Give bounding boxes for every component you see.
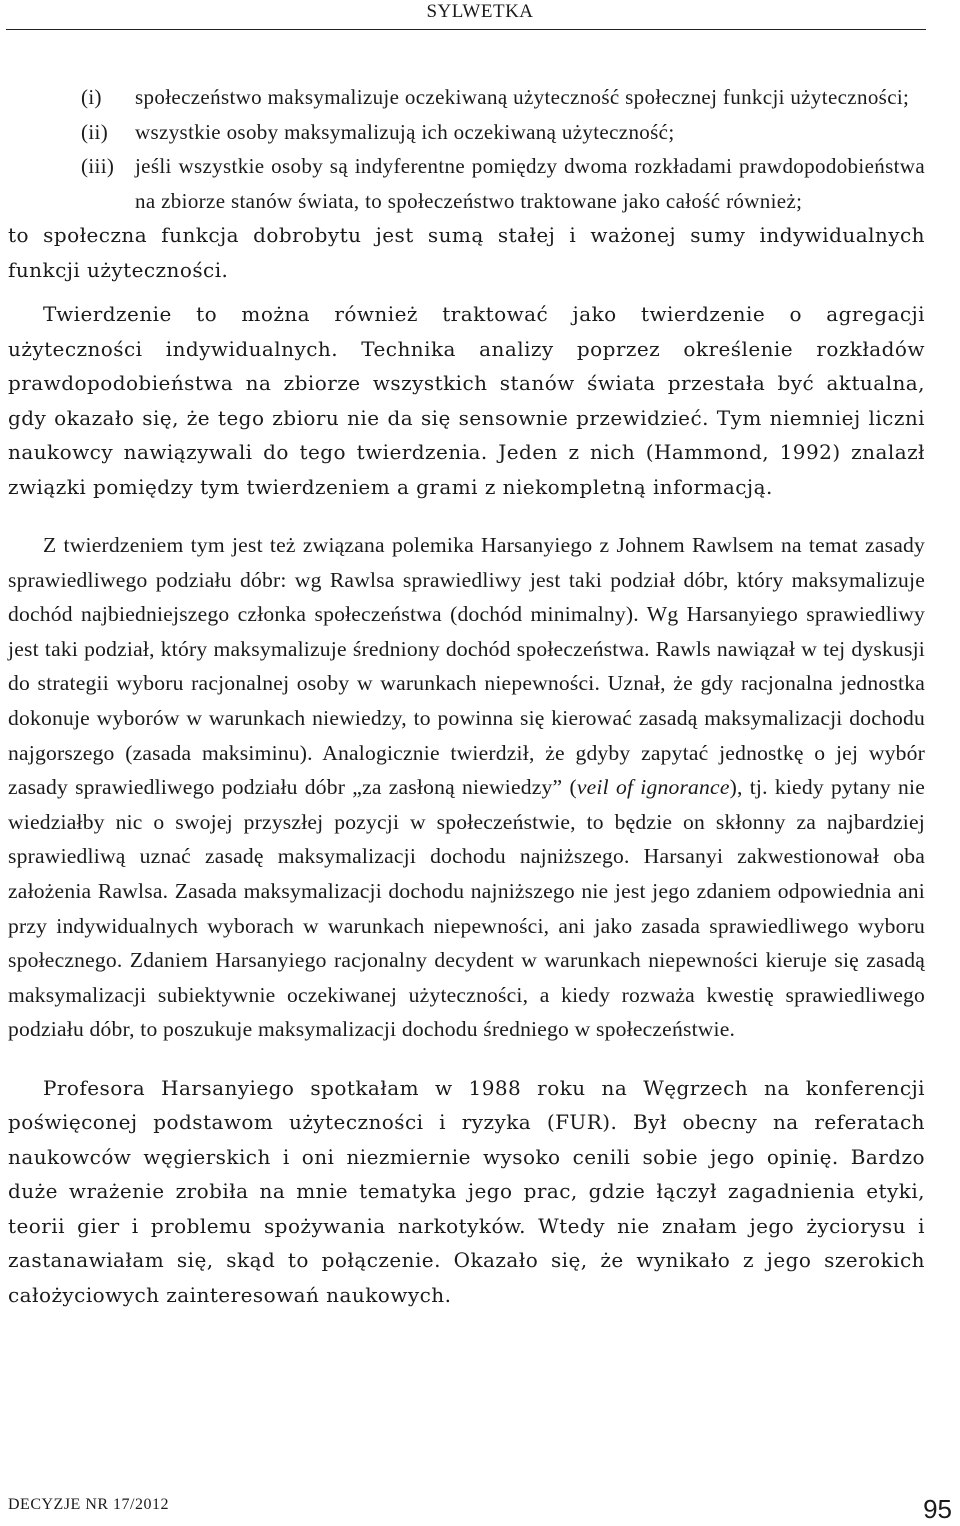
list-item-text: wszystkie osoby maksymalizują ich oczekiwaną użyteczność;	[135, 119, 675, 144]
list-item	[8, 80, 925, 115]
rawls-paragraph	[8, 528, 925, 1047]
assumption-list	[8, 80, 925, 218]
list-item	[8, 149, 925, 218]
aggregation-paragraph: Twierdzenie to można również traktować jako twierdzenie o agregacji użyteczności indywidualnych. Technika analizy poprzez określenie rozkładów prawdopodobieństwa na zbiorze wszystkich stanów świata przestała być aktualna, gdy okazało się, że tego zbioru nie da się sensownie przewidzieć. Tym niemniej liczni naukowcy nawiązywali do tego twierdzenia. Jeden z nich (Hammond, 1992) znalazł związki pomiędzy tym twierdzeniem a grami z niekompletną informacją.	[8, 302, 925, 499]
running-head: SYLWETKA	[426, 1, 534, 22]
list-marker: (ii)	[81, 119, 109, 144]
rawls-text-before: Z twierdzeniem tym jest też związana polemika Harsanyiego z Johnem Rawlsem na temat zasady sprawiedliwego podziału dóbr: wg Rawlsa sprawiedliwy jest taki podział dóbr, który maksymalizuje dochód najbiedniejszego członka społeczeństwa (dochód minimalny). Wg Harsanyiego sprawiedliwy jest taki podział, który maksymalizuje średniony dochód społeczeństwa. Rawls nawiązał w tej dyskusji do strategii wyboru racjonalnej osoby w warunkach niepewności. Uznał, że gdy racjonalna jednostka dokonuje wyborów w warunkach niewiedzy, to powinna się kierować zasadą maksymalizacji dochodu najgorszego (zasada maksiminu). Analogicznie twierdził, że gdyby zapytać jednostkę o jej wybór zasady sprawiedliwego podziału dóbr „za zasłoną niewiedzy” (	[8, 533, 925, 800]
article-body	[8, 80, 925, 1312]
header-rule	[6, 29, 926, 30]
list-item	[8, 115, 925, 150]
page-number: 95	[923, 1494, 952, 1524]
conclusion-paragraph: to społeczna funkcja dobrobytu jest sumą stałej i ważonej sumy indywidualnych funkcji użyteczności.	[8, 223, 925, 282]
list-item-text: jeśli wszystkie osoby są indyferentne pomiędzy dwoma rozkładami prawdopodobieństwa na zbiorze stanów świata, to społeczeństwo traktowane jako całość również;	[135, 154, 925, 213]
list-marker: (iii)	[81, 154, 115, 178]
journal-footer: DECYZJE NR 17/2012	[8, 1496, 169, 1513]
list-marker: (i)	[81, 85, 102, 109]
meeting-paragraph: Profesora Harsanyiego spotkałam w 1988 roku na Węgrzech na konferencji poświęconej podstawom użyteczności i ryzyka (FUR). Był obecny na referatach naukowców węgierskich i oni niezmiernie wysoko cenili sobie jego opinię. Bardzo duże wrażenie zrobiła na mnie tematyka jego prac, gdzie łączył zagadnienia etyki, teorii gier i problemu spożywania narkotyków. Wtedy nie znałam jego życiorysu i zastanawiałam się, skąd to połączenie. Okazało się, że wynikało z jego szerokich całożyciowych zainteresowań naukowych.	[8, 1075, 925, 1307]
veil-of-ignorance-term: veil of ignorance	[576, 775, 730, 800]
list-item-text: społeczeństwo maksymalizuje oczekiwaną użyteczność społecznej funkcji użyteczności;	[135, 85, 910, 109]
rawls-text-after: ), tj. kiedy pytany nie wiedziałby nic o swojej przyszłej pozycji w społeczeństwie, to będzie on skłonny za najbardziej sprawiedliwą uznać zasadę maksymalizacji dochodu najniższego. Harsanyi zakwestionował oba założenia Rawlsa. Zasada maksymalizacji dochodu najniższego nie jest jego zdaniem odpowiednia ani przy indywidualnych wyborach w warunkach niepewności, ani jako zasada sprawiedliwego wyboru społecznego. Zdaniem Harsanyiego racjonalny decydent w warunkach niepewności kieruje się zasadą maksymalizacji subiektywnie oczekiwanej użyteczności, a kiedy rozważa kwestię sprawiedliwego podziału dóbr, to poszukuje maksymalizacji dochodu średniego w społeczeństwie.	[8, 775, 926, 1042]
